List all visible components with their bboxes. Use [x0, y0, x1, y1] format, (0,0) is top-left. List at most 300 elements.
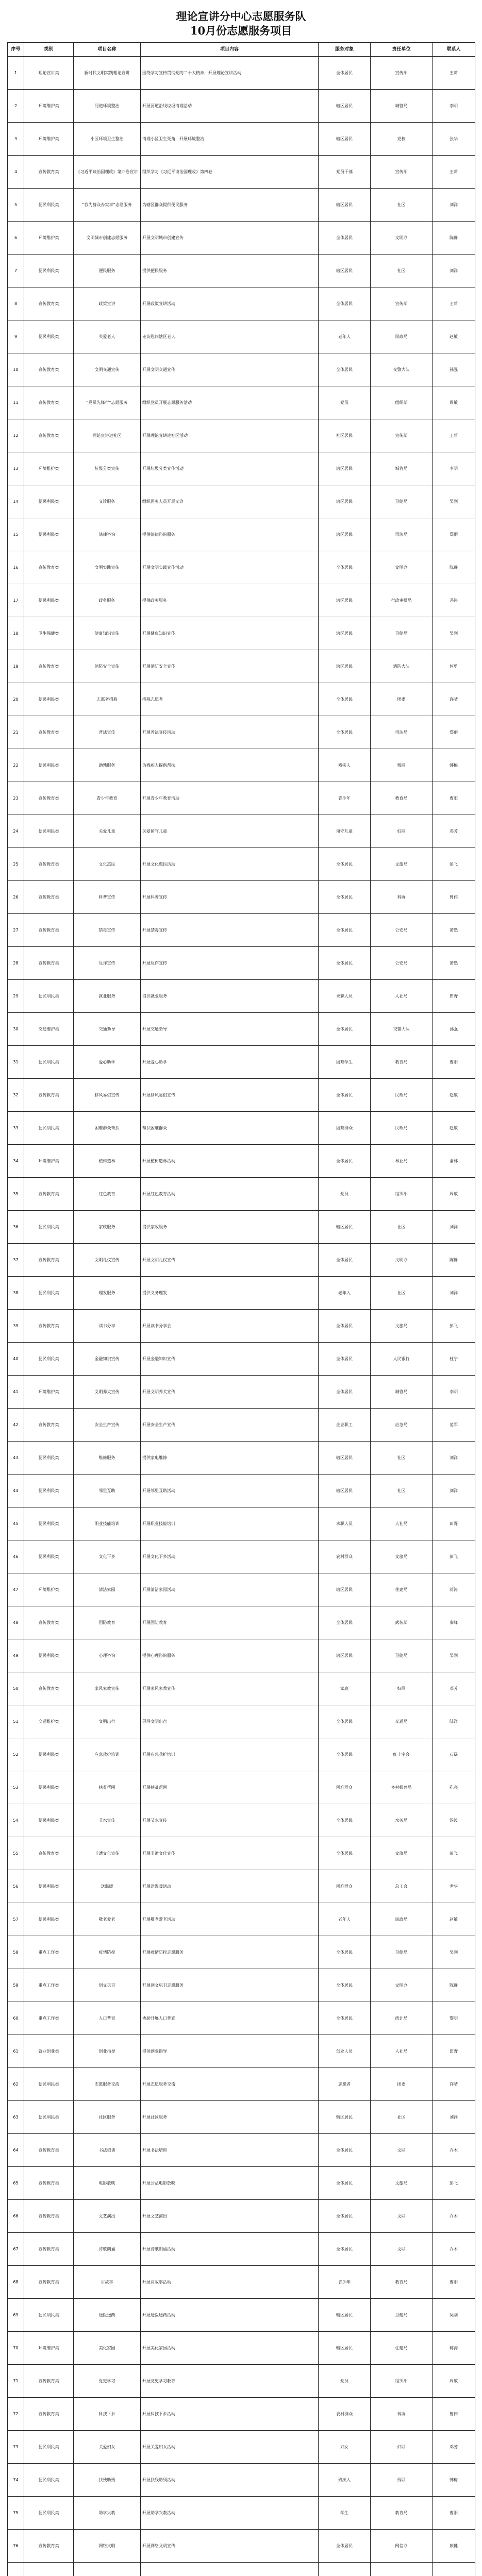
- table-row: [8, 2233, 475, 2266]
- cell-index: 74: [8, 2464, 24, 2497]
- cell-contact: 王莉: [433, 156, 475, 189]
- cell-index: 50: [8, 1672, 24, 1705]
- cell-service-target: 全体居民: [319, 287, 371, 320]
- cell-responsible-unit: 卫健局: [371, 485, 433, 518]
- cell-category: 宣传教育类: [24, 2233, 74, 2266]
- cell-responsible-unit: 文明办: [371, 1969, 433, 2002]
- cell-category: 交通维护类: [24, 1013, 74, 1046]
- table-row: [8, 57, 475, 90]
- table-row: [8, 2332, 475, 2365]
- cell-service-target: 党员: [319, 2365, 371, 2398]
- cell-project-name: 文明养犬宣传: [74, 1376, 141, 1409]
- cell-responsible-unit: 城管局: [371, 90, 433, 123]
- cell-responsible-unit: 团委: [371, 683, 433, 716]
- cell-category: 便民利民类: [24, 189, 74, 222]
- cell-category: 宣传教育类: [24, 156, 74, 189]
- cell-project-name: 科技下乡: [74, 2398, 141, 2431]
- cell-index: 23: [8, 782, 24, 815]
- cell-category: 宣传教育类: [24, 386, 74, 419]
- cell-project-content: 开展爱心助学: [141, 1046, 319, 1079]
- cell-index: 18: [8, 617, 24, 650]
- cell-responsible-unit: 文联: [371, 2200, 433, 2233]
- cell-service-target: 辖区居民: [319, 189, 371, 222]
- cell-category: 宣传教育类: [24, 2134, 74, 2167]
- cell-index: 66: [8, 2200, 24, 2233]
- cell-category: 宣传教育类: [24, 782, 74, 815]
- cell-index: 73: [8, 2431, 24, 2464]
- cell-index: 13: [8, 452, 24, 485]
- cell-index: 27: [8, 914, 24, 947]
- cell-contact: 刘洋: [433, 255, 475, 287]
- cell-project-content: 提供政务服务: [141, 584, 319, 617]
- cell-service-target: 家庭: [319, 1672, 371, 1705]
- cell-contact: 吴刚: [433, 617, 475, 650]
- cell-service-target: 全体居民: [319, 1376, 371, 1409]
- cell-service-target: 青少年: [319, 782, 371, 815]
- cell-project-name: “党员先锋行”志愿服务: [74, 386, 141, 419]
- table-row: [8, 1310, 475, 1343]
- cell-responsible-unit: 党校: [371, 123, 433, 156]
- cell-project-name: 青少年教育: [74, 782, 141, 815]
- cell-service-target: 辖区居民: [319, 2101, 371, 2134]
- table-row: [8, 2134, 475, 2167]
- cell-project-content: 开展文明城市创建宣传: [141, 222, 319, 255]
- cell-project-name: 小区环境卫生整治: [74, 123, 141, 156]
- cell-index: 7: [8, 255, 24, 287]
- cell-project-content: 开展政策宣讲活动: [141, 287, 319, 320]
- cell-contact: 萧然: [433, 947, 475, 980]
- cell-contact: 乔木: [433, 2200, 475, 2233]
- cell-service-target: 全体居民: [319, 1936, 371, 1969]
- cell-category: 宣传教育类: [24, 1606, 74, 1639]
- cell-responsible-unit: 组织部: [371, 386, 433, 419]
- cell-responsible-unit: 红十字会: [371, 1738, 433, 1771]
- cell-index: 20: [8, 683, 24, 716]
- cell-contact: 赵敏: [433, 1112, 475, 1145]
- cell-service-target: 辖区居民: [319, 255, 371, 287]
- table-row: [8, 1870, 475, 1903]
- cell-service-target: 全体居民: [319, 2530, 371, 2563]
- cell-contact: 许晴: [433, 683, 475, 716]
- cell-responsible-unit: 网信办: [371, 2530, 433, 2563]
- cell-category: 就业创业类: [24, 2035, 74, 2068]
- table-row: [8, 782, 475, 815]
- cell-category: 便民利民类: [24, 1211, 74, 1244]
- cell-category: 宣传教育类: [24, 1244, 74, 1277]
- table-body: [8, 57, 475, 2576]
- cell-project-name: 助学兴教: [74, 2497, 141, 2530]
- cell-contact: 曹阳: [433, 782, 475, 815]
- cell-contact: 康健: [433, 2530, 475, 2563]
- cell-service-target: 全体居民: [319, 1705, 371, 1738]
- table-row: [8, 2167, 475, 2200]
- cell-responsible-unit: 林业局: [371, 1145, 433, 1178]
- table-row: [8, 1475, 475, 1507]
- cell-project-name: 文艺演出: [74, 2200, 141, 2233]
- cell-contact: 赵敏: [433, 320, 475, 353]
- table-header-row: [8, 43, 475, 57]
- cell-contact: 赵敏: [433, 1079, 475, 1112]
- cell-responsible-unit: 统计局: [371, 2002, 433, 2035]
- cell-project-name: 金融知识宣传: [74, 1343, 141, 1376]
- cell-project-name: 普法宣传: [74, 716, 141, 749]
- cell-contact: 韩梅: [433, 2464, 475, 2497]
- cell-project-content: 开展创文巩卫志愿服务: [141, 1969, 319, 2002]
- cell-responsible-unit: 宣传部: [371, 287, 433, 320]
- cell-project-content: 开展送温暖活动: [141, 1870, 319, 1903]
- cell-contact: 萧然: [433, 914, 475, 947]
- cell-index: 10: [8, 353, 24, 386]
- cell-service-target: 留守儿童: [319, 815, 371, 848]
- cell-contact: 彭飞: [433, 1837, 475, 1870]
- cell-category: 便民利民类: [24, 980, 74, 1013]
- cell-project-name: 家政服务: [74, 1211, 141, 1244]
- cell-project-name: 植树造林: [74, 1145, 141, 1178]
- cell-project-name: 红色教育: [74, 1178, 141, 1211]
- cell-contact: 田野: [433, 980, 475, 1013]
- cell-index: 9: [8, 320, 24, 353]
- table-row: [8, 1409, 475, 1442]
- cell-index: 29: [8, 980, 24, 1013]
- table-row: [8, 1771, 475, 1804]
- cell-category: 宣传教育类: [24, 2266, 74, 2299]
- cell-category: 宣传教育类: [24, 419, 74, 452]
- cell-project-name: 文明交通宣传: [74, 353, 141, 386]
- cell-project-content: 开展文艺演出: [141, 2200, 319, 2233]
- cell-category: 宣传教育类: [24, 353, 74, 386]
- cell-service-target: 残疾人: [319, 2464, 371, 2497]
- table-row: [8, 287, 475, 320]
- table-row: [8, 1376, 475, 1409]
- table-row: [8, 1013, 475, 1046]
- cell-index: 32: [8, 1079, 24, 1112]
- cell-project-content: 开展理论宣讲进社区活动: [141, 419, 319, 452]
- table-row: [8, 1112, 475, 1145]
- cell-contact: 刘洋: [433, 1442, 475, 1475]
- cell-project-name: 讲故事: [74, 2266, 141, 2299]
- cell-contact: 秦峰: [433, 1606, 475, 1639]
- cell-service-target: 辖区居民: [319, 1639, 371, 1672]
- cell-responsible-unit: 人社局: [371, 1507, 433, 1540]
- cell-project-content: 提供家电维修: [141, 1442, 319, 1475]
- cell-project-name: 送医送药: [74, 2299, 141, 2332]
- cell-project-content: 开展扶残助残活动: [141, 2464, 319, 2497]
- cell-index: 75: [8, 2497, 24, 2530]
- table-row: [8, 683, 475, 716]
- table-row: [8, 617, 475, 650]
- cell-category: 宣传教育类: [24, 2530, 74, 2563]
- cell-project-name: 心理咨询: [74, 1639, 141, 1672]
- cell-index: 33: [8, 1112, 24, 1145]
- cell-service-target: 全体居民: [319, 551, 371, 584]
- cell-index: 45: [8, 1507, 24, 1540]
- cell-service-target: 辖区居民: [319, 1573, 371, 1606]
- cell-contact: 陈静: [433, 1244, 475, 1277]
- cell-category: 宣传教育类: [24, 914, 74, 947]
- cell-category: 便民利民类: [24, 255, 74, 287]
- cell-index: 6: [8, 222, 24, 255]
- cell-category: 便民利民类: [24, 1639, 74, 1672]
- cell-contact: 彭飞: [433, 2167, 475, 2200]
- cell-category: 便民利民类: [24, 1870, 74, 1903]
- cell-contact: 田野: [433, 2035, 475, 2068]
- cell-responsible-unit: 残联: [371, 2464, 433, 2497]
- cell-category: 宣传教育类: [24, 2167, 74, 2200]
- cell-responsible-unit: 社区: [371, 1442, 433, 1475]
- cell-project-content: 开展垃圾分类宣传活动: [141, 452, 319, 485]
- cell-responsible-unit: 文明办: [371, 222, 433, 255]
- header-category: 类别: [24, 43, 74, 57]
- cell-project-name: 志愿者招募: [74, 683, 141, 716]
- cell-project-content: 开展文明养犬宣传: [141, 1376, 319, 1409]
- header-project-name: 项目名称: [74, 43, 141, 57]
- table-row: [8, 156, 475, 189]
- table-row: [8, 353, 475, 386]
- cell-project-name: “我为群众办实事”志愿服务: [74, 189, 141, 222]
- cell-contact: 石磊: [433, 1738, 475, 1771]
- cell-responsible-unit: 妇联: [371, 1672, 433, 1705]
- cell-index: 48: [8, 1606, 24, 1639]
- cell-responsible-unit: 社区: [371, 1475, 433, 1507]
- table-row: [8, 749, 475, 782]
- cell-contact: 冯涛: [433, 584, 475, 617]
- cell-index: 53: [8, 1771, 24, 1804]
- table-row: [8, 947, 475, 980]
- cell-contact: 王莉: [433, 419, 475, 452]
- table-row: [8, 980, 475, 1013]
- cell-project-content: 提供创业指导: [141, 2035, 319, 2068]
- cell-project-name: 送温暖: [74, 1870, 141, 1903]
- cell-project-name: 义诊服务: [74, 485, 141, 518]
- cell-project-content: 开展安全生产宣传: [141, 1409, 319, 1442]
- cell-service-target: 辖区居民: [319, 123, 371, 156]
- table-row: [8, 1969, 475, 2002]
- cell-category: 便民利民类: [24, 1046, 74, 1079]
- cell-project-content: 清理小区卫生死角，开展环境整治: [141, 123, 319, 156]
- cell-project-name: 文明出行: [74, 1705, 141, 1738]
- table-row: [8, 1145, 475, 1178]
- cell-service-target: 全体居民: [319, 881, 371, 914]
- cell-service-target: 全体居民: [319, 57, 371, 90]
- cell-project-name: 国防教育: [74, 1606, 141, 1639]
- cell-service-target: 全体居民: [319, 1606, 371, 1639]
- cell-responsible-unit: 文旅局: [371, 1310, 433, 1343]
- cell-project-name: 扶残助残: [74, 2464, 141, 2497]
- cell-project-content: 开展文化下乡活动: [141, 1540, 319, 1573]
- cell-category: 便民利民类: [24, 1903, 74, 1936]
- table-row: [8, 90, 475, 123]
- table-row: [8, 2035, 475, 2068]
- cell-service-target: [319, 2563, 371, 2576]
- cell-index: 14: [8, 485, 24, 518]
- table-row: [8, 1804, 475, 1837]
- cell-service-target: 青少年: [319, 2266, 371, 2299]
- cell-project-name: 扶贫帮困: [74, 1771, 141, 1804]
- cell-project-content: 开展清洁家园活动: [141, 1573, 319, 1606]
- cell-category: 便民利民类: [24, 1507, 74, 1540]
- cell-service-target: 辖区居民: [319, 485, 371, 518]
- cell-index: 49: [8, 1639, 24, 1672]
- cell-project-name: 创业指导: [74, 2035, 141, 2068]
- cell-project-name: 家风家教宣传: [74, 1672, 141, 1705]
- cell-responsible-unit: 文联: [371, 2233, 433, 2266]
- cell-index: 17: [8, 584, 24, 617]
- cell-project-content: 开展疫情防控志愿服务: [141, 1936, 319, 1969]
- cell-project-content: 开展讲故事活动: [141, 2266, 319, 2299]
- cell-category: 便民利民类: [24, 1771, 74, 1804]
- cell-service-target: 辖区居民: [319, 452, 371, 485]
- cell-project-name: 便民服务: [74, 255, 141, 287]
- cell-category: 宣传教育类: [24, 947, 74, 980]
- table-row: [8, 386, 475, 419]
- cell-service-target: 老年人: [319, 1277, 371, 1310]
- cell-index: 42: [8, 1409, 24, 1442]
- table-row: [8, 222, 475, 255]
- cell-category: 便民利民类: [24, 1343, 74, 1376]
- cell-service-target: 全体居民: [319, 716, 371, 749]
- cell-project-content: 开展扶贫帮困: [141, 1771, 319, 1804]
- cell-responsible-unit: 社区: [371, 1211, 433, 1244]
- cell-responsible-unit: [371, 2563, 433, 2576]
- cell-index: 43: [8, 1442, 24, 1475]
- cell-category: 宣传教育类: [24, 2365, 74, 2398]
- cell-project-content: 招募志愿者: [141, 683, 319, 716]
- cell-project-name: 清洁家园: [74, 1573, 141, 1606]
- cell-index: 12: [8, 419, 24, 452]
- cell-index: 25: [8, 848, 24, 881]
- table-row: [8, 2563, 475, 2576]
- cell-category: 宣传教育类: [24, 551, 74, 584]
- table-row: [8, 518, 475, 551]
- table-row: [8, 815, 475, 848]
- cell-project-content: 为辖区群众提供便民服务: [141, 189, 319, 222]
- cell-contact: 韩梅: [433, 749, 475, 782]
- cell-responsible-unit: 公安局: [371, 914, 433, 947]
- cell-project-content: 组织医务人员开展义诊: [141, 485, 319, 518]
- cell-responsible-unit: 妇联: [371, 2431, 433, 2464]
- cell-service-target: 全体居民: [319, 848, 371, 881]
- cell-project-name: 消防安全宣传: [74, 650, 141, 683]
- cell-project-content: 开展河道沿线垃圾清理活动: [141, 90, 319, 123]
- cell-project-content: 开展应急救护培训: [141, 1738, 319, 1771]
- cell-project-content: 开展网络文明宣传: [141, 2530, 319, 2563]
- cell-index: 67: [8, 2233, 24, 2266]
- table-row: [8, 1540, 475, 1573]
- cell-index: 34: [8, 1145, 24, 1178]
- cell-service-target: 残疾人: [319, 749, 371, 782]
- cell-index: 5: [8, 189, 24, 222]
- cell-responsible-unit: 消防大队: [371, 650, 433, 683]
- cell-category: 便民利民类: [24, 2497, 74, 2530]
- table-row: [8, 2464, 475, 2497]
- cell-contact: 周敏: [433, 1178, 475, 1211]
- cell-service-target: 全体居民: [319, 2167, 371, 2200]
- cell-responsible-unit: 教育局: [371, 782, 433, 815]
- cell-contact: 邓芳: [433, 1672, 475, 1705]
- cell-index: 4: [8, 156, 24, 189]
- table-row: [8, 1244, 475, 1277]
- cell-category: 宣传教育类: [24, 1079, 74, 1112]
- cell-index: 28: [8, 947, 24, 980]
- cell-service-target: 全体居民: [319, 2200, 371, 2233]
- cell-service-target: 妇女: [319, 2431, 371, 2464]
- cell-index: 56: [8, 1870, 24, 1903]
- table-row: [8, 2200, 475, 2233]
- cell-project-name: 科普宣传: [74, 881, 141, 914]
- cell-project-name: 创文巩卫: [74, 1969, 141, 2002]
- cell-project-content: 开展职业技能培训: [141, 1507, 319, 1540]
- cell-project-content: 提供心理咨询服务: [141, 1639, 319, 1672]
- table-row: [8, 848, 475, 881]
- cell-project-content: 组织党员开展志愿服务活动: [141, 386, 319, 419]
- cell-index: 68: [8, 2266, 24, 2299]
- cell-project-content: 走访慰问辖区老人: [141, 320, 319, 353]
- table-row: [8, 1046, 475, 1079]
- cell-project-content: 提供法律咨询服务: [141, 518, 319, 551]
- cell-category: 便民利民类: [24, 1540, 74, 1573]
- cell-project-name: 健康知识宣传: [74, 617, 141, 650]
- cell-index: 16: [8, 551, 24, 584]
- cell-category: 重点工作类: [24, 2002, 74, 2035]
- header-index: 序号: [8, 43, 24, 57]
- cell-index: 59: [8, 1969, 24, 2002]
- cell-responsible-unit: 应急局: [371, 1409, 433, 1442]
- table-row: [8, 914, 475, 947]
- cell-responsible-unit: 城管局: [371, 1376, 433, 1409]
- cell-contact: 李明: [433, 1376, 475, 1409]
- cell-contact: 刘洋: [433, 2101, 475, 2134]
- cell-responsible-unit: 残联: [371, 749, 433, 782]
- cell-category: 环境维护类: [24, 1573, 74, 1606]
- cell-contact: 周敏: [433, 2365, 475, 2398]
- cell-project-name: 美化家园: [74, 2332, 141, 2365]
- cell-index: 11: [8, 386, 24, 419]
- cell-index: 55: [8, 1837, 24, 1870]
- cell-responsible-unit: 社区: [371, 189, 433, 222]
- cell-contact: 曹阳: [433, 2497, 475, 2530]
- cell-project-name: 关爱妇女: [74, 2431, 141, 2464]
- cell-service-target: 全体居民: [319, 222, 371, 255]
- cell-contact: 孙强: [433, 1013, 475, 1046]
- cell-contact: 王莉: [433, 287, 475, 320]
- cell-category: 环境维护类: [24, 1376, 74, 1409]
- cell-project-content: 开展公益电影放映: [141, 2167, 319, 2200]
- table-row: [8, 584, 475, 617]
- cell-project-content: 开展节水宣传: [141, 1804, 319, 1837]
- cell-responsible-unit: 住建局: [371, 2332, 433, 2365]
- cell-contact: 何勇: [433, 650, 475, 683]
- cell-project-content: 帮扶困难群众: [141, 1112, 319, 1145]
- cell-index: 65: [8, 2167, 24, 2200]
- table-row: [8, 716, 475, 749]
- cell-index: 24: [8, 815, 24, 848]
- cell-project-name: 邻里互助: [74, 1475, 141, 1507]
- cell-service-target: 辖区居民: [319, 617, 371, 650]
- cell-service-target: 全体居民: [319, 353, 371, 386]
- cell-service-target: 辖区居民: [319, 1211, 371, 1244]
- cell-project-content: 提供便民服务: [141, 255, 319, 287]
- table-row: [8, 881, 475, 914]
- cell-contact: 尹华: [433, 1870, 475, 1903]
- cell-project-name: 志愿服务交流: [74, 2068, 141, 2101]
- cell-project-name: 政务服务: [74, 584, 141, 617]
- cell-index: 61: [8, 2035, 24, 2068]
- cell-category: 便民利民类: [24, 485, 74, 518]
- cell-project-name: [74, 2563, 141, 2576]
- table-row: [8, 1672, 475, 1705]
- cell-contact: 邓芳: [433, 815, 475, 848]
- cell-contact: 郑丽: [433, 716, 475, 749]
